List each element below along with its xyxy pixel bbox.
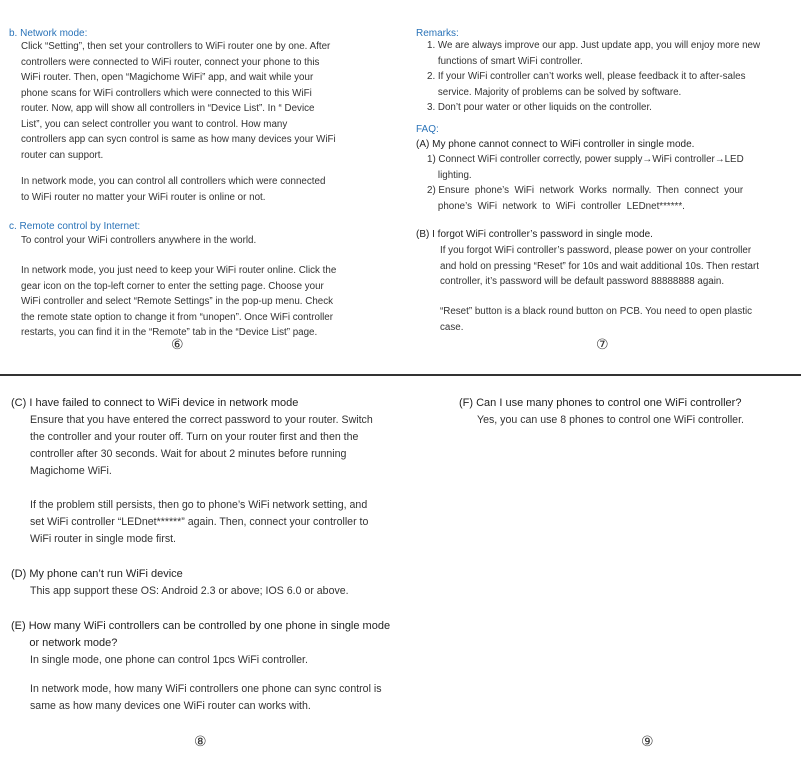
page-6 bbox=[0, 0, 400, 372]
network-mode-body bbox=[21, 39, 336, 163]
text-line: restarts, you can find it in the “Remote” tab in the “Device List” page. bbox=[21, 327, 318, 338]
text-line: or network mode? bbox=[11, 637, 118, 649]
network-mode-extra bbox=[21, 174, 325, 205]
text-line: same as how many devices one WiFi router can works with. bbox=[30, 700, 311, 712]
remote-control-title: c. Remote control by Internet: bbox=[9, 221, 141, 232]
text-line: controllers were connected to WiFi router, connect your phone to this bbox=[21, 56, 320, 68]
remark-line: service. Majority of problems can be solved by software. bbox=[427, 86, 682, 98]
page-number: ⑥ bbox=[171, 336, 184, 352]
text-line: set WiFi controller “LEDnet******” again. Then, connect your controller to bbox=[30, 516, 369, 528]
text-line: controllers app can sycn control is same as how many devices your WiFi bbox=[21, 134, 336, 145]
text-line: case. bbox=[440, 321, 464, 333]
text-line: WiFi router. Then, open “Magichome WiFi” app, and wait while your bbox=[21, 72, 314, 83]
faq-b-extra bbox=[440, 304, 752, 335]
remark-line: functions of smart WiFi controller. bbox=[427, 55, 583, 67]
page-divider bbox=[0, 374, 801, 376]
text-line: and hold on pressing “Reset” for 10s and wait additional 10s. Then restart bbox=[440, 260, 759, 272]
remark-line: 1. We are always improve our app. Just update app, you will enjoy more new bbox=[427, 40, 761, 51]
text-line: List”, you can select controller you want to control. How many bbox=[21, 118, 288, 130]
network-mode-title: b. Network mode: bbox=[9, 28, 88, 39]
text-line: to WiFi router no matter your WiFi router is online or not. bbox=[21, 191, 266, 203]
text-line: phone’s WiFi network to WiFi controller LEDnet******. bbox=[427, 200, 685, 212]
text-line: In network mode, how many WiFi controllers one phone can sync control is bbox=[30, 683, 382, 695]
text-line: WiFi router in single mode first. bbox=[30, 533, 177, 545]
remarks-title: Remarks: bbox=[416, 28, 459, 39]
page-9 bbox=[440, 378, 801, 768]
remote-control-body bbox=[21, 263, 336, 341]
faq-f-title: (F) Can I use many phones to control one WiFi controller? bbox=[459, 397, 742, 409]
faq-a-body bbox=[427, 152, 744, 214]
text-line: WiFi controller and select “Remote Settings” in the pop-up menu. Check bbox=[21, 296, 334, 307]
faq-e-title bbox=[11, 618, 390, 652]
faq-c-extra bbox=[30, 497, 368, 548]
faq-c-title: (C) I have failed to connect to WiFi device in network mode bbox=[11, 397, 299, 409]
page-number: ⑨ bbox=[641, 733, 654, 749]
faq-c-body bbox=[30, 412, 373, 480]
text-line: If the problem still persists, then go to phone’s WiFi network setting, and bbox=[30, 499, 368, 511]
text-line: controller, it’s password will be default password 88888888 again. bbox=[440, 276, 725, 287]
text-line: gear icon on the top-left corner to enter the setting page. Choose your bbox=[21, 280, 324, 292]
faq-b-body bbox=[440, 243, 759, 290]
faq-title: FAQ: bbox=[416, 124, 439, 135]
faq-f-body: Yes, you can use 8 phones to control one WiFi controller. bbox=[477, 414, 744, 426]
text-line: router. Now, app will show all controllers in “Device List”. In “ Device bbox=[21, 103, 315, 114]
text-line: controller after 30 seconds. Wait for about 2 minutes before running bbox=[30, 448, 347, 460]
page-number: ⑦ bbox=[596, 336, 609, 352]
page-7 bbox=[400, 0, 801, 372]
text-line: 1) Connect WiFi controller correctly, power supply→WiFi controller→LED bbox=[427, 154, 744, 165]
faq-a-title: (A) My phone cannot connect to WiFi controller in single mode. bbox=[416, 139, 695, 150]
text-line: the controller and your router off. Turn on your router first and then the bbox=[30, 431, 359, 443]
remote-control-intro: To control your WiFi controllers anywhere in the world. bbox=[21, 235, 257, 246]
faq-d-title: (D) My phone can’t run WiFi device bbox=[11, 568, 183, 580]
text-line: lighting. bbox=[427, 169, 472, 181]
text-line: Click “Setting”, then set your controllers to WiFi router one by one. After bbox=[21, 41, 331, 52]
text-line: In network mode, you can control all controllers which were connected bbox=[21, 176, 326, 187]
page-8 bbox=[0, 378, 440, 768]
text-line: phone scans for WiFi controllers which were connected to this WiFi bbox=[21, 87, 312, 99]
faq-b-title: (B) I forgot WiFi controller’s password in single mode. bbox=[416, 229, 653, 240]
text-line: router can support. bbox=[21, 149, 104, 161]
remark-line: 3. Don’t pour water or other liquids on the controller. bbox=[427, 102, 652, 113]
text-line: 2) Ensure phone’s WiFi network Works normally. Then connect your bbox=[427, 185, 744, 196]
remark-line: 2. If your WiFi controller can’t works well, please feedback it to after-sales bbox=[427, 71, 746, 82]
text-line: the remote state option to change it from “unopen”. Once WiFi controller bbox=[21, 311, 334, 323]
faq-e-extra bbox=[30, 681, 382, 715]
text-line: If you forgot WiFi controller’s password, please power on your controller bbox=[440, 245, 752, 256]
page-number: ⑧ bbox=[194, 733, 207, 749]
text-line: Ensure that you have entered the correct password to your router. Switch bbox=[30, 414, 373, 426]
text-line: (E) How many WiFi controllers can be controlled by one phone in single mode bbox=[11, 620, 391, 632]
text-line: In network mode, you just need to keep your WiFi router online. Click the bbox=[21, 265, 337, 276]
text-line: Magichome WiFi. bbox=[30, 465, 112, 477]
text-line: “Reset” button is a black round button on PCB. You need to open plastic bbox=[440, 306, 753, 317]
faq-d-body: This app support these OS: Android 2.3 or above; IOS 6.0 or above. bbox=[30, 585, 349, 597]
remarks-list bbox=[427, 38, 760, 116]
faq-e-body: In single mode, one phone can control 1pcs WiFi controller. bbox=[30, 654, 308, 666]
